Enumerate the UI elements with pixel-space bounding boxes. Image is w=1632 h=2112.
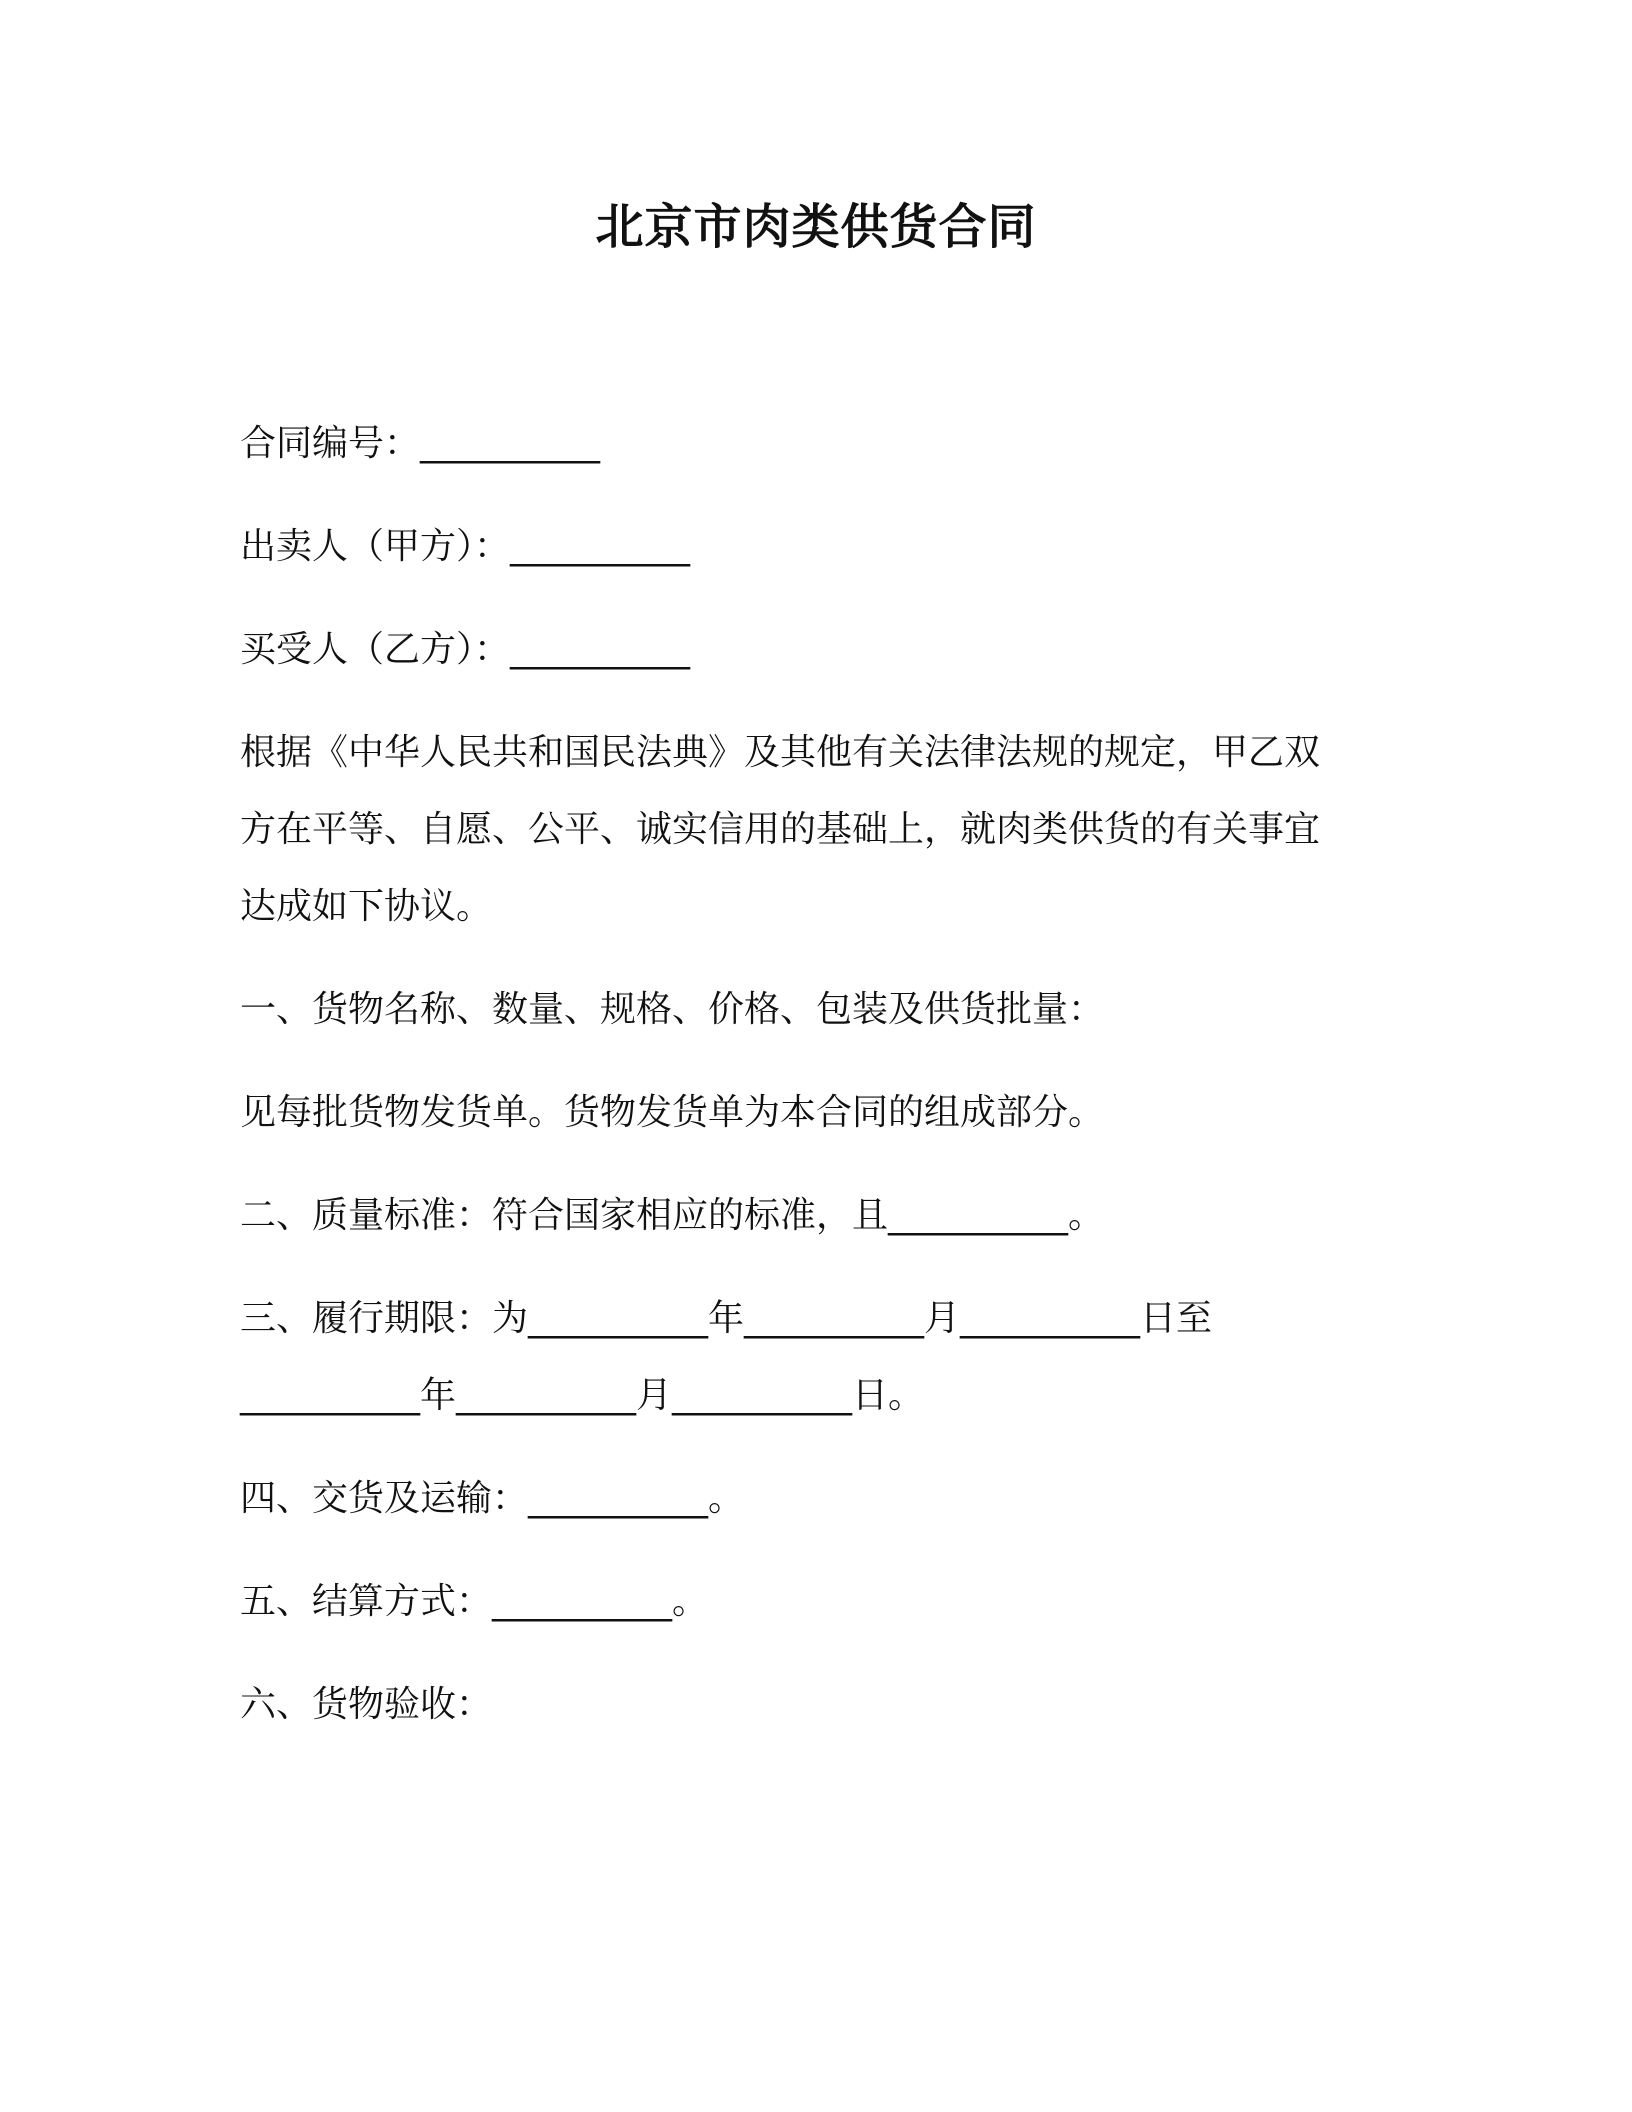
preamble-line-1: 根据《中华人民共和国民法典》及其他有关法律法规的规定，甲乙双 — [240, 732, 1321, 773]
document-title: 北京市肉类供货合同 — [595, 199, 1037, 255]
clause-2: 二、质量标准：符合国家相应的标准，且__________。 — [240, 1195, 1105, 1236]
clause-1-heading: 一、货物名称、数量、规格、价格、包装及供货批量： — [240, 989, 1105, 1030]
seller-line: 出卖人（甲方）：__________ — [240, 526, 691, 567]
clause-3-line-1: 三、履行期限：为__________年__________月__________日至 — [240, 1298, 1213, 1339]
clause-1-body: 见每批货物发货单。货物发货单为本合同的组成部分。 — [240, 1092, 1105, 1133]
buyer-line: 买受人（乙方）：__________ — [240, 629, 691, 670]
preamble-line-2: 方在平等、自愿、公平、诚实信用的基础上，就肉类供货的有关事宜 — [240, 809, 1321, 850]
contract-number-line: 合同编号：__________ — [240, 423, 601, 464]
preamble-line-3: 达成如下协议。 — [240, 886, 493, 927]
clause-6: 六、货物验收： — [240, 1684, 493, 1725]
clause-4: 四、交货及运输：__________。 — [240, 1478, 745, 1519]
clause-5: 五、结算方式：__________。 — [240, 1581, 709, 1622]
clause-3-line-2: __________年__________月__________日。 — [240, 1375, 924, 1416]
